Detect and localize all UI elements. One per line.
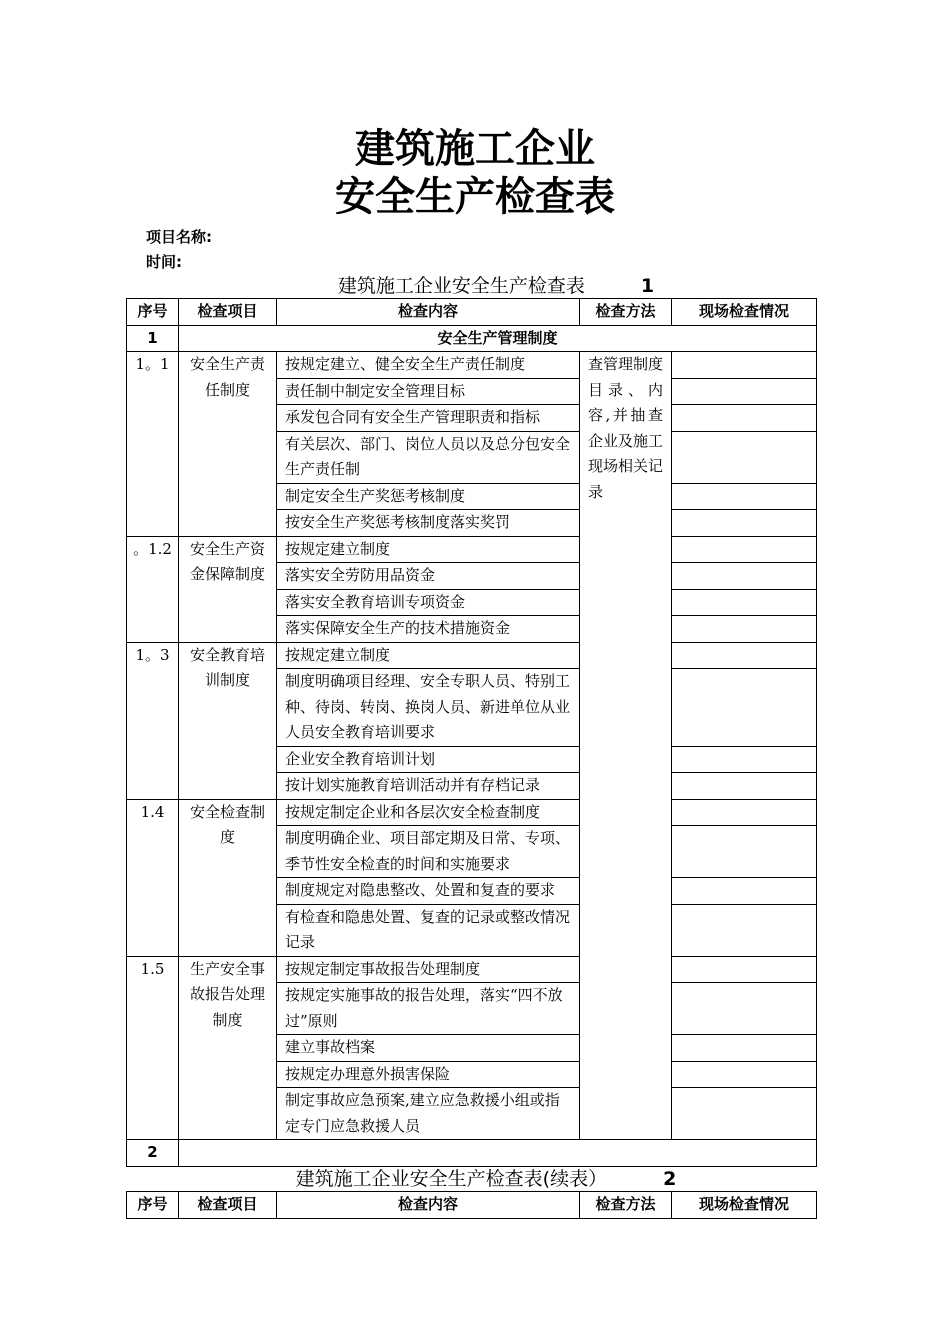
result-cell[interactable]: [672, 1061, 817, 1088]
group-item: 安全生产资金保障制度: [179, 536, 277, 642]
check-content: 按规定建立制度: [277, 536, 580, 563]
check-content: 按安全生产奖惩考核制度落实奖罚: [277, 510, 580, 537]
section-number: 1: [127, 325, 179, 352]
section-row: [127, 325, 817, 352]
table-header-row: [127, 1192, 817, 1219]
group-item: 安全生产责任制度: [179, 352, 277, 537]
check-content: 企业安全教育培训计划: [277, 746, 580, 773]
group-number: 1。1: [127, 352, 179, 537]
result-cell[interactable]: [672, 956, 817, 983]
inspection-table-2: [126, 1191, 817, 1219]
check-method: 查管理制度目录、内容,并抽查企业及施工现场相关记录: [580, 352, 672, 1140]
check-content: 制度明确企业、项目部定期及日常、专项、季节性安全检查的时间和实施要求: [277, 826, 580, 878]
section-title: 安全生产管理制度: [179, 325, 817, 352]
result-cell[interactable]: [672, 378, 817, 405]
table1-caption-text: 建筑施工企业安全生产检查表: [337, 275, 585, 297]
check-content: 有关层次、部门、岗位人员以及总分包安全生产责任制: [277, 431, 580, 483]
result-cell[interactable]: [672, 773, 817, 800]
header-seq: 序号: [127, 1192, 179, 1219]
table1-page-number: 1: [640, 275, 655, 297]
group-number: 。1.2: [127, 536, 179, 642]
table-header-row: [127, 299, 817, 326]
section-number: 2: [127, 1140, 179, 1167]
check-content: 落实安全教育培训专项资金: [277, 589, 580, 616]
result-cell[interactable]: [672, 589, 817, 616]
header-content: 检查内容: [277, 1192, 580, 1219]
result-cell[interactable]: [672, 826, 817, 878]
header-item: 检查项目: [179, 299, 277, 326]
group-number: 1。3: [127, 642, 179, 799]
group-number: 1.4: [127, 799, 179, 956]
result-cell[interactable]: [672, 616, 817, 643]
check-content: 按计划实施教育培训活动并有存档记录: [277, 773, 580, 800]
group-item: 安全教育培训制度: [179, 642, 277, 799]
table2-caption-text: 建筑施工企业安全生产检查表(续表）: [295, 1168, 608, 1190]
time-label: 时间:: [146, 253, 182, 271]
header-content: 检查内容: [277, 299, 580, 326]
table-row: [127, 536, 817, 563]
check-content: 制定事故应急预案,建立应急救援小组或指定专门应急救援人员: [277, 1088, 580, 1140]
result-cell[interactable]: [672, 563, 817, 590]
result-cell[interactable]: [672, 799, 817, 826]
check-content: 落实安全劳防用品资金: [277, 563, 580, 590]
table-row: [127, 642, 817, 669]
header-method: 检查方法: [580, 1192, 672, 1219]
result-cell[interactable]: [672, 352, 817, 379]
group-item: 生产安全事故报告处理制度: [179, 956, 277, 1140]
check-content: 落实保障安全生产的技术措施资金: [277, 616, 580, 643]
result-cell[interactable]: [672, 904, 817, 956]
result-cell[interactable]: [672, 510, 817, 537]
table2-page-number: 2: [663, 1168, 677, 1190]
check-content: 有检查和隐患处置、复查的记录或整改情况记录: [277, 904, 580, 956]
header-result: 现场检查情况: [672, 1192, 817, 1219]
check-content: 按规定办理意外损害保险: [277, 1061, 580, 1088]
result-cell[interactable]: [672, 983, 817, 1035]
table-row: [127, 352, 817, 379]
result-cell[interactable]: [672, 1088, 817, 1140]
table-body: [127, 352, 817, 1140]
check-content: 按规定制定事故报告处理制度: [277, 956, 580, 983]
section-title-empty: [179, 1140, 817, 1167]
section-row: [127, 1140, 817, 1167]
table-row: [127, 956, 817, 983]
result-cell[interactable]: [672, 536, 817, 563]
check-content: 责任制中制定安全管理目标: [277, 378, 580, 405]
document-title: 建筑施工企业: [355, 126, 595, 172]
header-method: 检查方法: [580, 299, 672, 326]
check-content: 制度规定对隐患整改、处置和复查的要求: [277, 878, 580, 905]
check-content: 制定安全生产奖惩考核制度: [277, 483, 580, 510]
result-cell[interactable]: [672, 405, 817, 432]
document-subtitle: 安全生产检查表: [335, 174, 615, 220]
check-content: 按规定建立制度: [277, 642, 580, 669]
check-content: 建立事故档案: [277, 1035, 580, 1062]
table1-caption: [151, 273, 841, 299]
result-cell[interactable]: [672, 878, 817, 905]
result-cell[interactable]: [672, 1035, 817, 1062]
result-cell[interactable]: [672, 483, 817, 510]
check-content: 按规定建立、健全安全生产责任制度: [277, 352, 580, 379]
check-content: 按规定实施事故的报告处理，落实“四不放过”原则: [277, 983, 580, 1035]
inspection-table-1: [126, 298, 817, 1167]
check-content: 承发包合同有安全生产管理职责和指标: [277, 405, 580, 432]
check-content: 制度明确项目经理、安全专职人员、特别工种、待岗、转岗、换岗人员、新进单位从业人员安全教育培训要求: [277, 669, 580, 747]
group-item: 安全检查制度: [179, 799, 277, 956]
result-cell[interactable]: [672, 642, 817, 669]
table-row: [127, 799, 817, 826]
header-result: 现场检查情况: [672, 299, 817, 326]
check-content: 按规定制定企业和各层次安全检查制度: [277, 799, 580, 826]
result-cell[interactable]: [672, 669, 817, 747]
group-number: 1.5: [127, 956, 179, 1140]
header-seq: 序号: [127, 299, 179, 326]
result-cell[interactable]: [672, 746, 817, 773]
table2-caption: [141, 1166, 831, 1192]
project-name-label: 项目名称:: [146, 228, 212, 246]
result-cell[interactable]: [672, 431, 817, 483]
header-item: 检查项目: [179, 1192, 277, 1219]
